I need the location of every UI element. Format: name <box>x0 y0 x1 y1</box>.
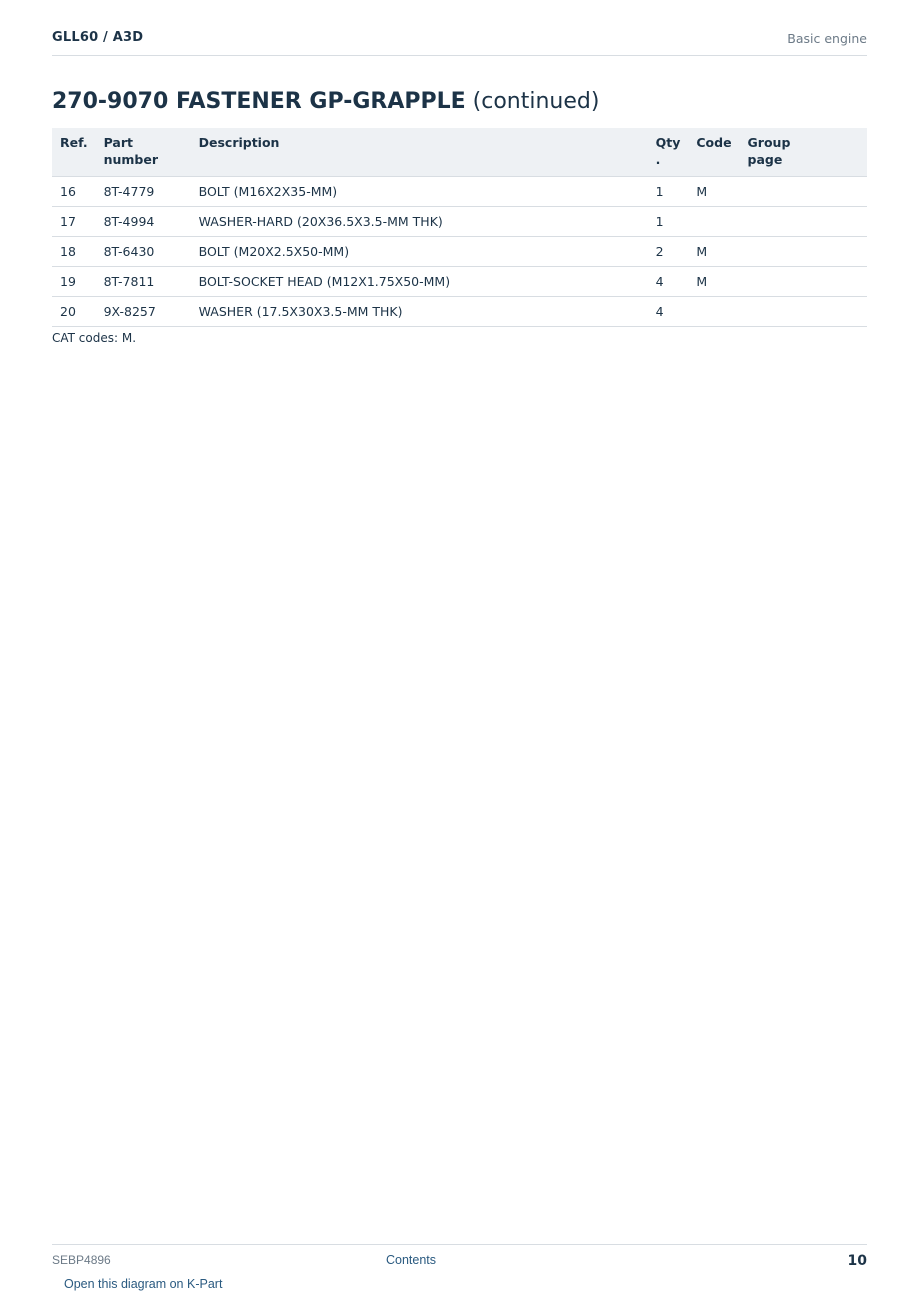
cell-part-number: 9X-8257 <box>96 297 191 327</box>
model-label: GLL60 / A3D <box>52 30 144 45</box>
contents-link[interactable]: Contents <box>386 1253 437 1267</box>
header-qty-line2: . <box>655 152 661 167</box>
page-title <box>52 89 599 114</box>
cell-part-number: 8T-4994 <box>96 207 191 237</box>
header-ref: Ref. <box>52 128 96 177</box>
cell-code <box>688 297 739 327</box>
cat-codes-note: CAT codes: M. <box>52 331 137 345</box>
document-id: SEBP4896 <box>52 1253 111 1267</box>
cell-code: M <box>688 177 739 207</box>
table-header-row <box>52 128 867 177</box>
cell-part-number: 8T-4779 <box>96 177 191 207</box>
cell-description: BOLT-SOCKET HEAD (M12X1.75X50-MM) <box>191 267 648 297</box>
cell-code: M <box>688 267 739 297</box>
cell-code: M <box>688 237 739 267</box>
cell-part-number: 8T-6430 <box>96 237 191 267</box>
page-header <box>52 28 867 56</box>
header-group-line1: Group <box>747 135 791 150</box>
header-part-number: Part number <box>96 128 191 177</box>
group-title: 270-9070 FASTENER GP-GRAPPLE <box>52 89 466 114</box>
cell-group-page <box>740 297 867 327</box>
title-suffix: (continued) <box>472 89 600 114</box>
cell-ref: 19 <box>52 267 96 297</box>
header-code: Code <box>688 128 739 177</box>
cell-qty: 4 <box>648 297 689 327</box>
cell-qty: 1 <box>648 207 689 237</box>
cell-code <box>688 207 739 237</box>
cell-ref: 16 <box>52 177 96 207</box>
cell-qty: 4 <box>648 267 689 297</box>
table-row <box>52 207 867 237</box>
page-footer <box>52 1244 867 1291</box>
cell-part-number: 8T-7811 <box>96 267 191 297</box>
cell-ref: 17 <box>52 207 96 237</box>
header-qty-line1: Qty <box>655 135 681 150</box>
cell-qty: 1 <box>648 177 689 207</box>
cell-description: WASHER-HARD (20X36.5X3.5-MM THK) <box>191 207 648 237</box>
table-row <box>52 177 867 207</box>
table-row <box>52 237 867 267</box>
header-description: Description <box>191 128 648 177</box>
header-group-line2: page <box>747 152 783 167</box>
page-number: 10 <box>847 1253 867 1269</box>
cell-group-page <box>740 177 867 207</box>
parts-table <box>52 128 867 327</box>
section-label: Basic engine <box>787 31 867 46</box>
kpart-link[interactable]: Open this diagram on K-Part <box>64 1277 223 1291</box>
header-group-page <box>740 128 867 177</box>
cell-group-page <box>740 207 867 237</box>
table-row <box>52 297 867 327</box>
cell-description: WASHER (17.5X30X3.5-MM THK) <box>191 297 648 327</box>
cell-group-page <box>740 237 867 267</box>
cell-qty: 2 <box>648 237 689 267</box>
header-qty <box>648 128 689 177</box>
cell-group-page <box>740 267 867 297</box>
cell-description: BOLT (M20X2.5X50-MM) <box>191 237 648 267</box>
table-row <box>52 267 867 297</box>
cell-ref: 18 <box>52 237 96 267</box>
cell-description: BOLT (M16X2X35-MM) <box>191 177 648 207</box>
cell-ref: 20 <box>52 297 96 327</box>
